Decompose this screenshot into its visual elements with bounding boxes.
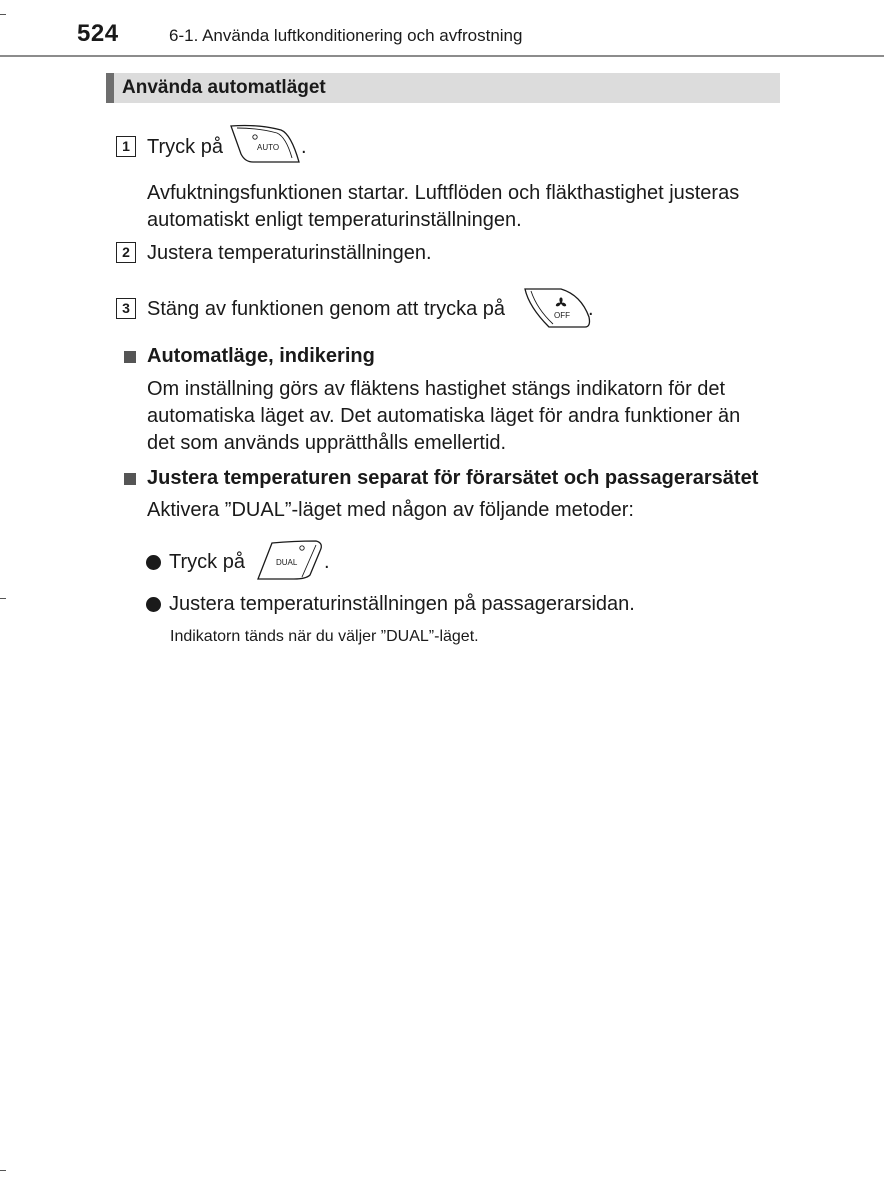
section-title: Använda automatläget <box>122 77 326 98</box>
crop-mark <box>0 1170 6 1171</box>
step-3-text: Stäng av funktionen genom att trycka på <box>147 298 505 320</box>
step-number-2: 2 <box>116 242 136 263</box>
square-bullet-icon <box>124 473 136 485</box>
dual-button-icon <box>254 539 328 581</box>
subsection-1-line-1: Om inställning görs av fläktens hastighet stängs indikatorn för det <box>147 378 726 400</box>
dual-indicator-note: Indikatorn tänds när du väljer ”DUAL”-läget. <box>170 628 479 645</box>
off-button-label: OFF <box>554 311 570 320</box>
section-heading <box>106 73 780 103</box>
step-1-text: Tryck på <box>147 136 223 158</box>
subsection-1-line-3: det som används upprätthålls emellertid. <box>147 432 507 454</box>
page-number: 524 <box>77 20 119 47</box>
step-1-note-line-2: automatiskt enligt temperaturinställningen. <box>147 209 522 231</box>
step-3-period: . <box>588 298 594 320</box>
bullet-2-text: Justera temperaturinställningen på passagerarsidan. <box>169 593 635 615</box>
step-2-text: Justera temperaturinställningen. <box>147 242 432 264</box>
header-divider <box>0 55 884 57</box>
auto-button-label: AUTO <box>257 143 280 152</box>
round-bullet-icon <box>146 597 161 612</box>
dual-button-label: DUAL <box>276 558 298 567</box>
round-bullet-icon <box>146 555 161 570</box>
square-bullet-icon <box>124 351 136 363</box>
subsection-1-line-2: automatiska läget av. Det automatiska läget för andra funktioner än <box>147 405 741 427</box>
subsection-1-title: Automatläge, indikering <box>147 345 375 367</box>
bullet-1-text: Tryck på <box>169 551 245 573</box>
auto-button-icon <box>229 124 305 166</box>
step-number-1: 1 <box>116 136 136 157</box>
step-1-note-line-1: Avfuktningsfunktionen startar. Luftflöden och fläkthastighet justeras <box>147 182 740 204</box>
subsection-2-title: Justera temperaturen separat för förarsätet och passagerarsätet <box>147 467 759 489</box>
step-number-3: 3 <box>116 298 136 319</box>
step-1-period: . <box>301 136 307 158</box>
crop-mark <box>0 598 6 599</box>
crop-mark <box>0 14 6 15</box>
chapter-title: 6-1. Använda luftkonditionering och avfrostning <box>169 26 523 45</box>
fan-icon <box>555 297 567 307</box>
fan-off-button-icon <box>521 287 593 331</box>
subsection-2-intro: Aktivera ”DUAL”-läget med någon av följande metoder: <box>147 499 634 521</box>
bullet-1-period: . <box>324 551 330 573</box>
